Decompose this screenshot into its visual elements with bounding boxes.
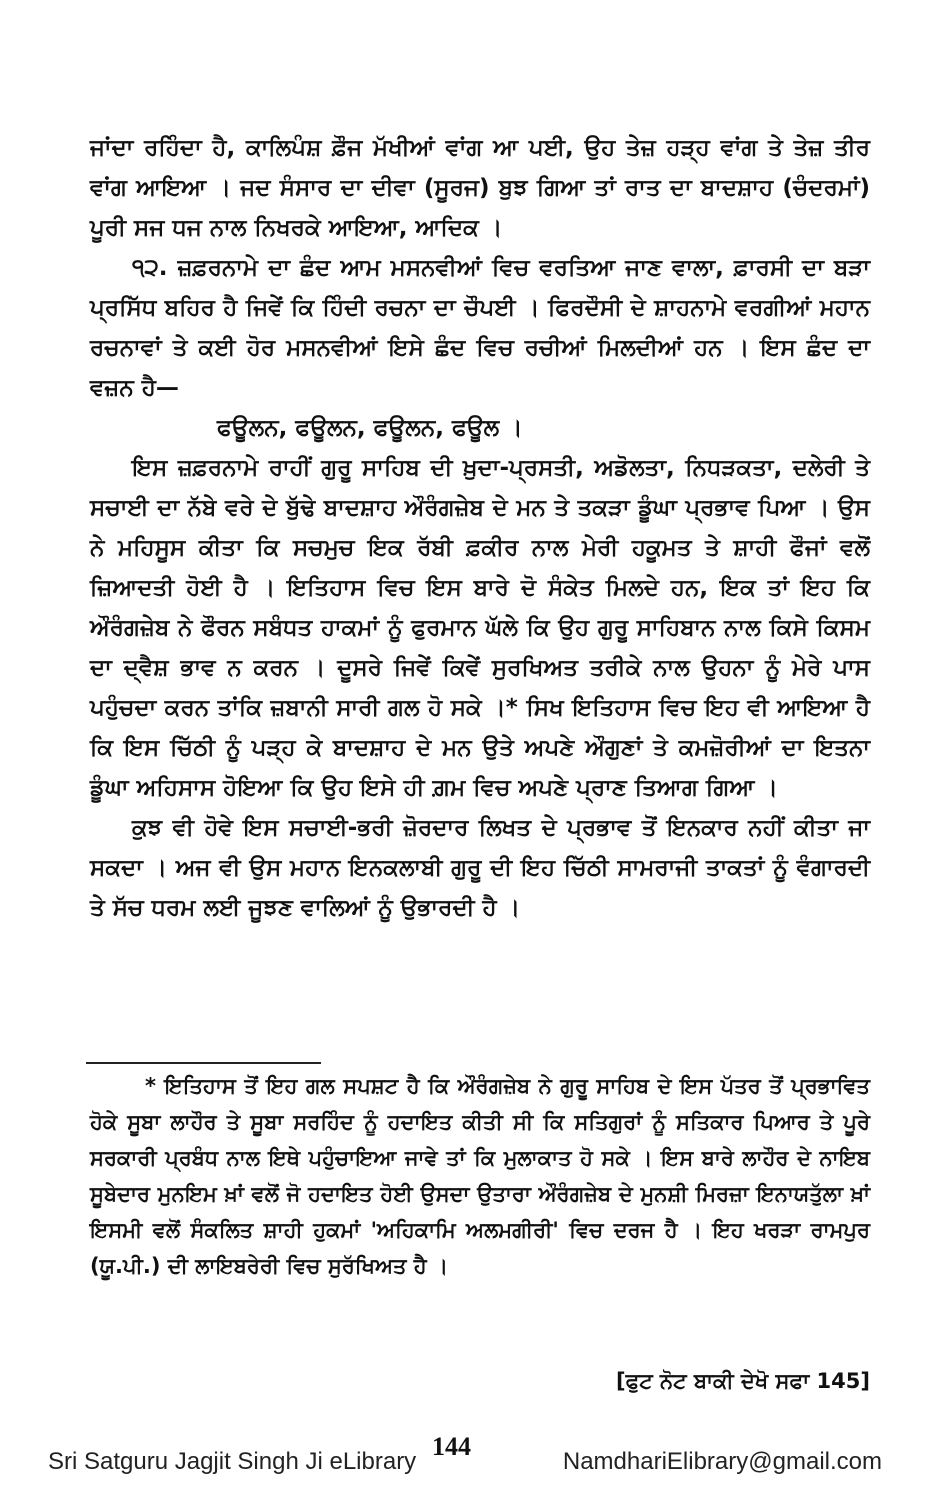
paragraph-2: ੧੨. ਜ਼ਫ਼ਰਨਾਮੇ ਦਾ ਛੰਦ ਆਮ ਮਸਨਵੀਆਂ ਵਿਚ ਵਰਤਿਆ ਜਾਣ ਵਾਲਾ, ਫ਼ਾਰਸੀ ਦਾ ਬੜਾ ਪ੍ਰਸਿੱਧ ਬਹਿਰ ਹੈ ਜਿਵੇਂ ਕਿ ਹਿੰਦੀ ਰਚਨਾ ਦਾ ਚੌਪਈ । ਫਿਰਦੌਸੀ ਦੇ ਸ਼ਾਹਨਾਮੇ ਵਰਗੀਆਂ ਮਹਾਨ ਰਚਨਾਵਾਂ ਤੇ ਕਈ ਹੋਰ ਮਸਨਵੀਆਂ ਇਸੇ ਛੰਦ ਵਿਚ ਰਚੀਆਂ ਮਿਲਦੀਆਂ ਹਨ । ਇਸ ਛੰਦ ਦਾ ਵਜ਼ਨ ਹੈ— <box>90 255 870 401</box>
footer-library-name: Sri Satguru Jagjit Singh Ji eLibrary <box>48 1448 417 1475</box>
main-text <box>90 128 870 928</box>
footnote: * ਇਤਿਹਾਸ ਤੋਂ ਇਹ ਗਲ ਸਪਸ਼ਟ ਹੈ ਕਿ ਔਰੰਗਜ਼ੇਬ ਨੇ ਗੁਰੂ ਸਾਹਿਬ ਦੇ ਇਸ ਪੱਤਰ ਤੋਂ ਪ੍ਰਭਾਵਿਤ ਹੋਕੇ ਸੂਬਾ ਲਾਹੌਰ ਤੇ ਸੂਬਾ ਸਰਹਿੰਦ ਨੂੰ ਹਦਾਇਤ ਕੀਤੀ ਸੀ ਕਿ ਸਤਿਗੁਰਾਂ ਨੂੰ ਸਤਿਕਾਰ ਪਿਆਰ ਤੇ ਪੂਰੇ ਸਰਕਾਰੀ ਪ੍ਰਬੰਧ ਨਾਲ ਇਥੇ ਪਹੁੰਚਾਇਆ ਜਾਵੇ ਤਾਂ ਕਿ ਮੁਲਾਕਾਤ ਹੋ ਸਕੇ । ਇਸ ਬਾਰੇ ਲਾਹੌਰ ਦੇ ਨਾਇਬ ਸੂਬੇਦਾਰ ਮੁਨਇਮ ਖ਼ਾਂ ਵਲੋਂ ਜੋ ਹਦਾਇਤ ਹੋਈ ਉਸਦਾ ਉਤਾਰਾ ਔਰੰਗਜ਼ੇਬ ਦੇ ਮੁਨਸ਼ੀ ਮਿਰਜ਼ਾ ਇਨਾਯਤੁੱਲਾ ਖ਼ਾਂ ਇਸਮੀ ਵਲੋਂ ਸੰਕਲਿਤ ਸ਼ਾਹੀ ਹੁਕਮਾਂ 'ਅਹਿਕਾਮਿ ਅਲਮਗੀਰੀ' ਵਿਚ ਦਰਜ ਹੈ । ਇਹ ਖਰੜਾ ਰਾਮਪੁਰ (ਯੂ.ਪੀ.) ਦੀ ਲਾਇਬਰੇਰੀ ਵਿਚ ਸੁਰੱਖਿਅਤ ਹੈ । <box>90 1074 870 1278</box>
footnote-continuation: [ਫੁਟ ਨੋਟ ਬਾਕੀ ਦੇਖੋ ਸਫਾ 145] <box>615 1369 870 1393</box>
paragraph-3: ਇਸ ਜ਼ਫ਼ਰਨਾਮੇ ਰਾਹੀਂ ਗੁਰੂ ਸਾਹਿਬ ਦੀ ਖ਼ੁਦਾ-ਪ੍ਰਸਤੀ, ਅਡੋਲਤਾ, ਨਿਧੜਕਤਾ, ਦਲੇਰੀ ਤੇ ਸਚਾਈ ਦਾ ਨੱਬੇ ਵਰੇ ਦੇ ਬੁੱਢੇ ਬਾਦਸ਼ਾਹ ਔਰੰਗਜ਼ੇਬ ਦੇ ਮਨ ਤੇ ਤਕੜਾ ਡੂੰਘਾ ਪ੍ਰਭਾਵ ਪਿਆ । ਉਸ ਨੇ ਮਹਿਸੂਸ ਕੀਤਾ ਕਿ ਸਚਮੁਚ ਇਕ ਰੱਬੀ ਫ਼ਕੀਰ ਨਾਲ ਮੇਰੀ ਹਕੂਮਤ ਤੇ ਸ਼ਾਹੀ ਫੌਜਾਂ ਵਲੋਂ ਜ਼ਿਆਦਤੀ ਹੋਈ ਹੈ । ਇਤਿਹਾਸ ਵਿਚ ਇਸ ਬਾਰੇ ਦੋ ਸੰਕੇਤ ਮਿਲਦੇ ਹਨ, ਇਕ ਤਾਂ ਇਹ ਕਿ ਔਰੰਗਜ਼ੇਬ ਨੇ ਫੌਰਨ ਸਬੰਧਤ ਹਾਕਮਾਂ ਨੂੰ ਫੁਰਮਾਨ ਘੱਲੇ ਕਿ ਉਹ ਗੁਰੂ ਸਾਹਿਬਾਨ ਨਾਲ ਕਿਸੇ ਕਿਸਮ ਦਾ ਦ੍ਵੈਸ਼ ਭਾਵ ਨ ਕਰਨ । ਦੂਸਰੇ ਜਿਵੇਂ ਕਿਵੇਂ ਸੁਰਖਿਅਤ ਤਰੀਕੇ ਨਾਲ ਉਹਨਾ ਨੂੰ ਮੇਰੇ ਪਾਸ ਪਹੁੰਚਦਾ ਕਰਨ ਤਾਂਕਿ ਜ਼ਬਾਨੀ ਸਾਰੀ ਗਲ ਹੋ ਸਕੇ ।* ਸਿਖ ਇਤਿਹਾਸ ਵਿਚ ਇਹ ਵੀ ਆਇਆ ਹੈ ਕਿ ਇਸ ਚਿੱਠੀ ਨੂੰ ਪੜ੍ਹ ਕੇ ਬਾਦਸ਼ਾਹ ਦੇ ਮਨ ਉਤੇ ਅਪਣੇ ਔਗੁਣਾਂ ਤੇ ਕਮਜ਼ੋਰੀਆਂ ਦਾ ਇਤਨਾ ਡੂੰਘਾ ਅਹਿਸਾਸ ਹੋਇਆ ਕਿ ਉਹ ਇਸੇ ਹੀ ਗ਼ਮ ਵਿਚ ਅਪਣੇ ਪ੍ਰਾਣ ਤਿਆਗ ਗਿਆ । <box>90 455 870 801</box>
paragraph-4: ਕੁਝ ਵੀ ਹੋਵੇ ਇਸ ਸਚਾਈ-ਭਰੀ ਜ਼ੋਰਦਾਰ ਲਿਖਤ ਦੇ ਪ੍ਰਭਾਵ ਤੋਂ ਇਨਕਾਰ ਨਹੀਂ ਕੀਤਾ ਜਾ ਸਕਦਾ । ਅਜ ਵੀ ਉਸ ਮਹਾਨ ਇਨਕਲਾਬੀ ਗੁਰੂ ਦੀ ਇਹ ਚਿੱਠੀ ਸਾਮਰਾਜੀ ਤਾਕਤਾਂ ਨੂੰ ਵੰਗਾਰਦੀ ਤੇ ਸੱਚ ਧਰਮ ਲਈ ਜੂਝਣ ਵਾਲਿਆਂ ਨੂੰ ਉਭਾਰਦੀ ਹੈ । <box>90 815 870 921</box>
paragraph-1: ਜਾਂਦਾ ਰਹਿੰਦਾ ਹੈ, ਕਾਲਿਪੰਸ਼ ਫ਼ੌਜ ਮੱਖੀਆਂ ਵਾਂਗ ਆ ਪਈ, ਉਹ ਤੇਜ਼ ਹੜ੍ਹ ਵਾਂਗ ਤੇ ਤੇਜ਼ ਤੀਰ ਵਾਂਗ ਆਇਆ । ਜਦ ਸੰਸਾਰ ਦਾ ਦੀਵਾ (ਸੂਰਜ) ਬੁਝ ਗਿਆ ਤਾਂ ਰਾਤ ਦਾ ਬਾਦਸ਼ਾਹ (ਚੰਦਰਮਾਂ) ਪੂਰੀ ਸਜ ਧਜ ਨਾਲ ਨਿਖਰਕੇ ਆਇਆ, ਆਦਿਕ । <box>90 135 870 241</box>
footer-email: NamdhariElibrary@gmail.com <box>562 1448 882 1475</box>
footnote-divider <box>86 1062 321 1064</box>
meter-line: ਫਊਲਨ, ਫਊਲਨ, ਫਊਲਨ, ਫਊਲ । <box>217 415 523 441</box>
page-number: 144 <box>432 1432 471 1461</box>
